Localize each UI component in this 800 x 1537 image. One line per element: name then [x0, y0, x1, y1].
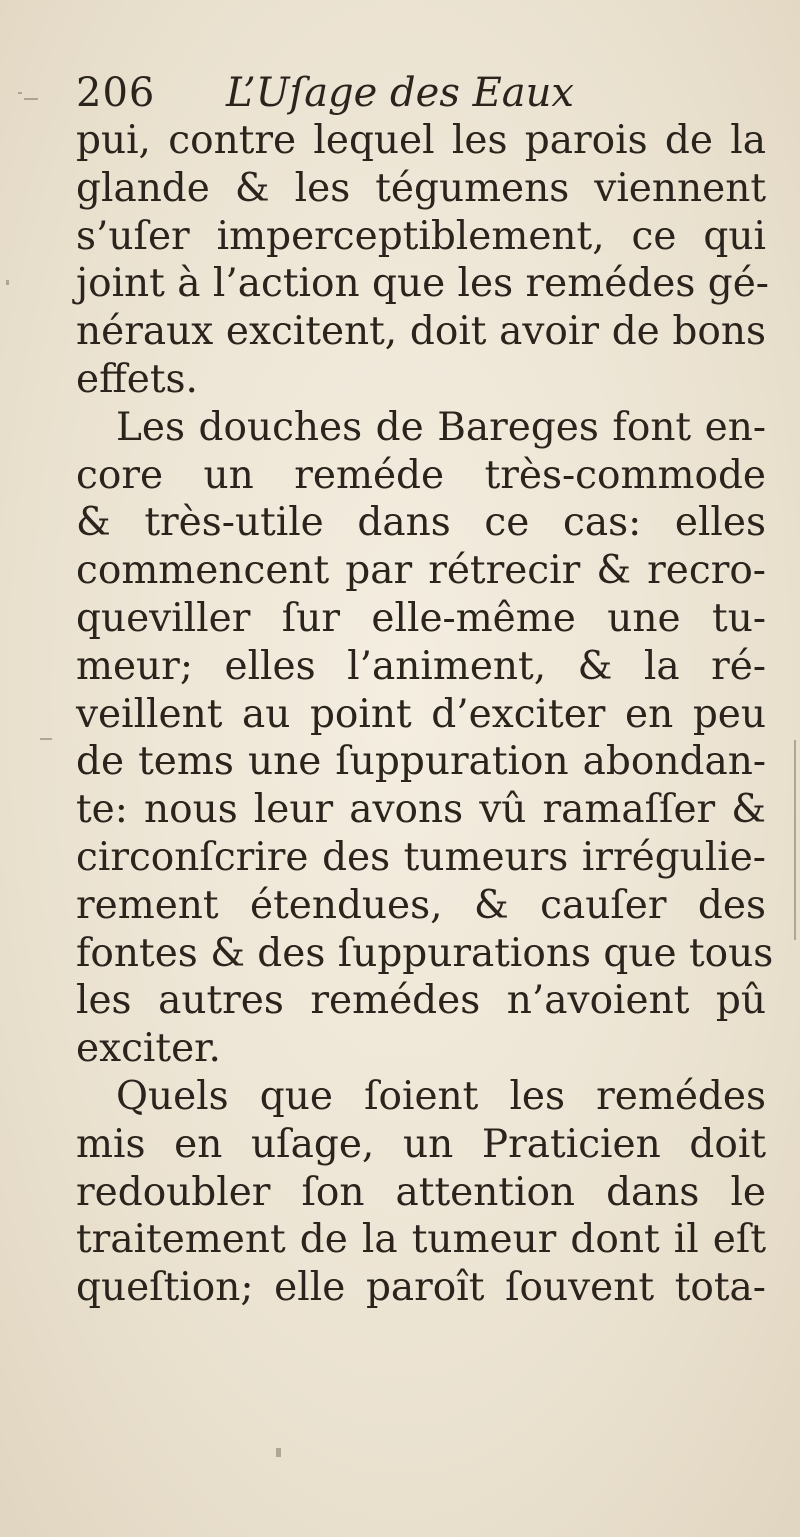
text-line: & très-utile dans ce cas: elles [76, 500, 766, 546]
text-line: pui, contre lequel les parois de la [76, 118, 766, 163]
text-line: s’uſer imperceptiblement, ce qui [76, 213, 766, 259]
margin-mark [24, 98, 38, 100]
text-line: circonſcrire des tumeurs irrégulie- [76, 834, 766, 880]
paragraph-start-line: Les douches de Bareges font en- [116, 404, 766, 450]
page-header [76, 70, 756, 120]
text-line: queviller ſur elle-même une tu- [76, 595, 766, 641]
margin-mark [40, 738, 52, 740]
text-line: te: nous leur avons vû ramaſſer & [76, 787, 766, 833]
text-line: exciter. [76, 1026, 221, 1072]
text-line: glande & les tégumens viennent [76, 165, 766, 211]
text-line: fontes & des ſuppurations que tous [76, 930, 774, 976]
margin-mark [18, 92, 22, 94]
text-line: queſtion; elle paroît ſouvent tota- [76, 1265, 766, 1311]
text-line: effets. [76, 356, 198, 402]
text-line: core un reméde très-commode [76, 452, 766, 498]
margin-mark [794, 740, 796, 940]
text-line: meur; elles l’animent, & la ré- [76, 643, 766, 689]
text-line: de tems une ſuppuration abondan- [76, 739, 766, 785]
text-line: mis en uſage, un Praticien doit [76, 1121, 766, 1167]
text-line: traitement de la tumeur dont il eſt [76, 1217, 766, 1263]
paragraph-start-line: Quels que ſoient les remédes [116, 1073, 766, 1119]
text-line: redoubler ſon attention dans le [76, 1169, 766, 1215]
body-text [76, 117, 774, 1312]
running-title: L’Uſage des Eaux [226, 70, 574, 116]
margin-mark [6, 280, 9, 285]
margin-mark [276, 1448, 281, 1457]
text-line: commencent par rétrecir & recro- [76, 548, 766, 594]
text-line: les autres remédes n’avoient pû [76, 978, 766, 1024]
text-line: joint à l’action que les remédes gé- [76, 261, 769, 307]
text-line: néraux excitent, doit avoir de bons [76, 309, 766, 355]
page-number: 206 [76, 70, 156, 116]
text-line: veillent au point d’exciter en peu [76, 691, 766, 737]
text-line: rement étendues, & cauſer des [76, 882, 766, 928]
